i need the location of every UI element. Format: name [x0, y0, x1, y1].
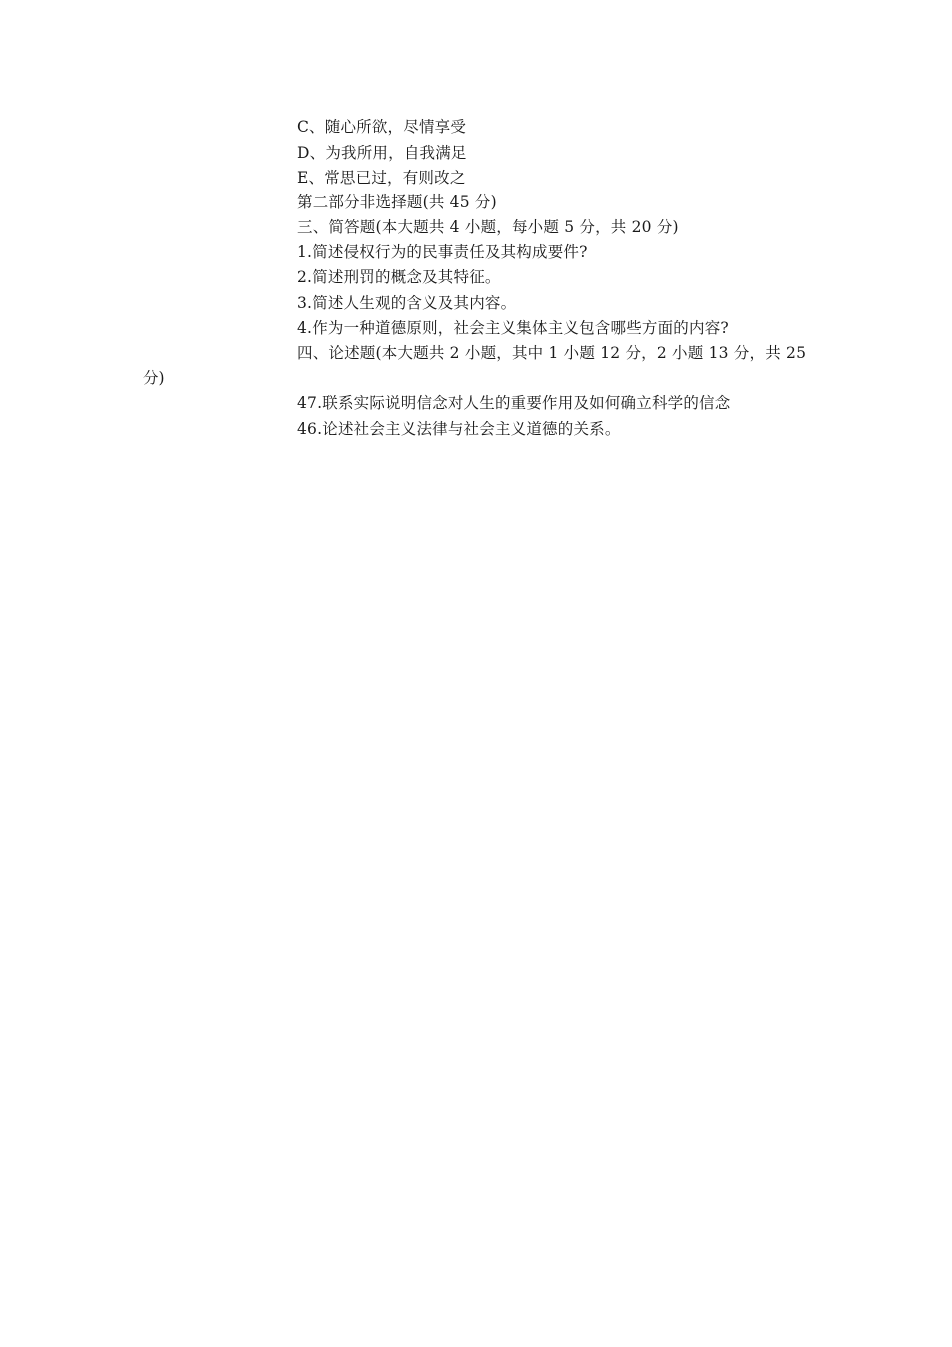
question-47: 47.联系实际说明信念对人生的重要作用及如何确立科学的信念 — [297, 394, 731, 412]
part-two-heading: 第二部分非选择题(共 45 分) — [297, 193, 497, 211]
section-three-heading: 三、简答题(本大题共 4 小题，每小题 5 分，共 20 分) — [297, 218, 679, 236]
option-e: E、常思已过，有则改之 — [297, 169, 466, 187]
question-1: 1.简述侵权行为的民事责任及其构成要件? — [297, 243, 588, 261]
option-d: D、为我所用，自我满足 — [297, 144, 467, 162]
section-four-heading: 四、论述题(本大题共 2 小题，其中 1 小题 12 分，2 小题 13 分，共 25 — [297, 344, 807, 362]
question-4: 4.作为一种道德原则，社会主义集体主义包含哪些方面的内容? — [297, 319, 729, 337]
question-3: 3.简述人生观的含义及其内容。 — [297, 294, 517, 312]
section-four-heading-continuation: 分) — [143, 369, 165, 387]
option-c: C、随心所欲，尽情享受 — [297, 118, 467, 136]
question-46: 46.论述社会主义法律与社会主义道德的关系。 — [297, 420, 621, 438]
question-2: 2.简述刑罚的概念及其特征。 — [297, 268, 501, 286]
